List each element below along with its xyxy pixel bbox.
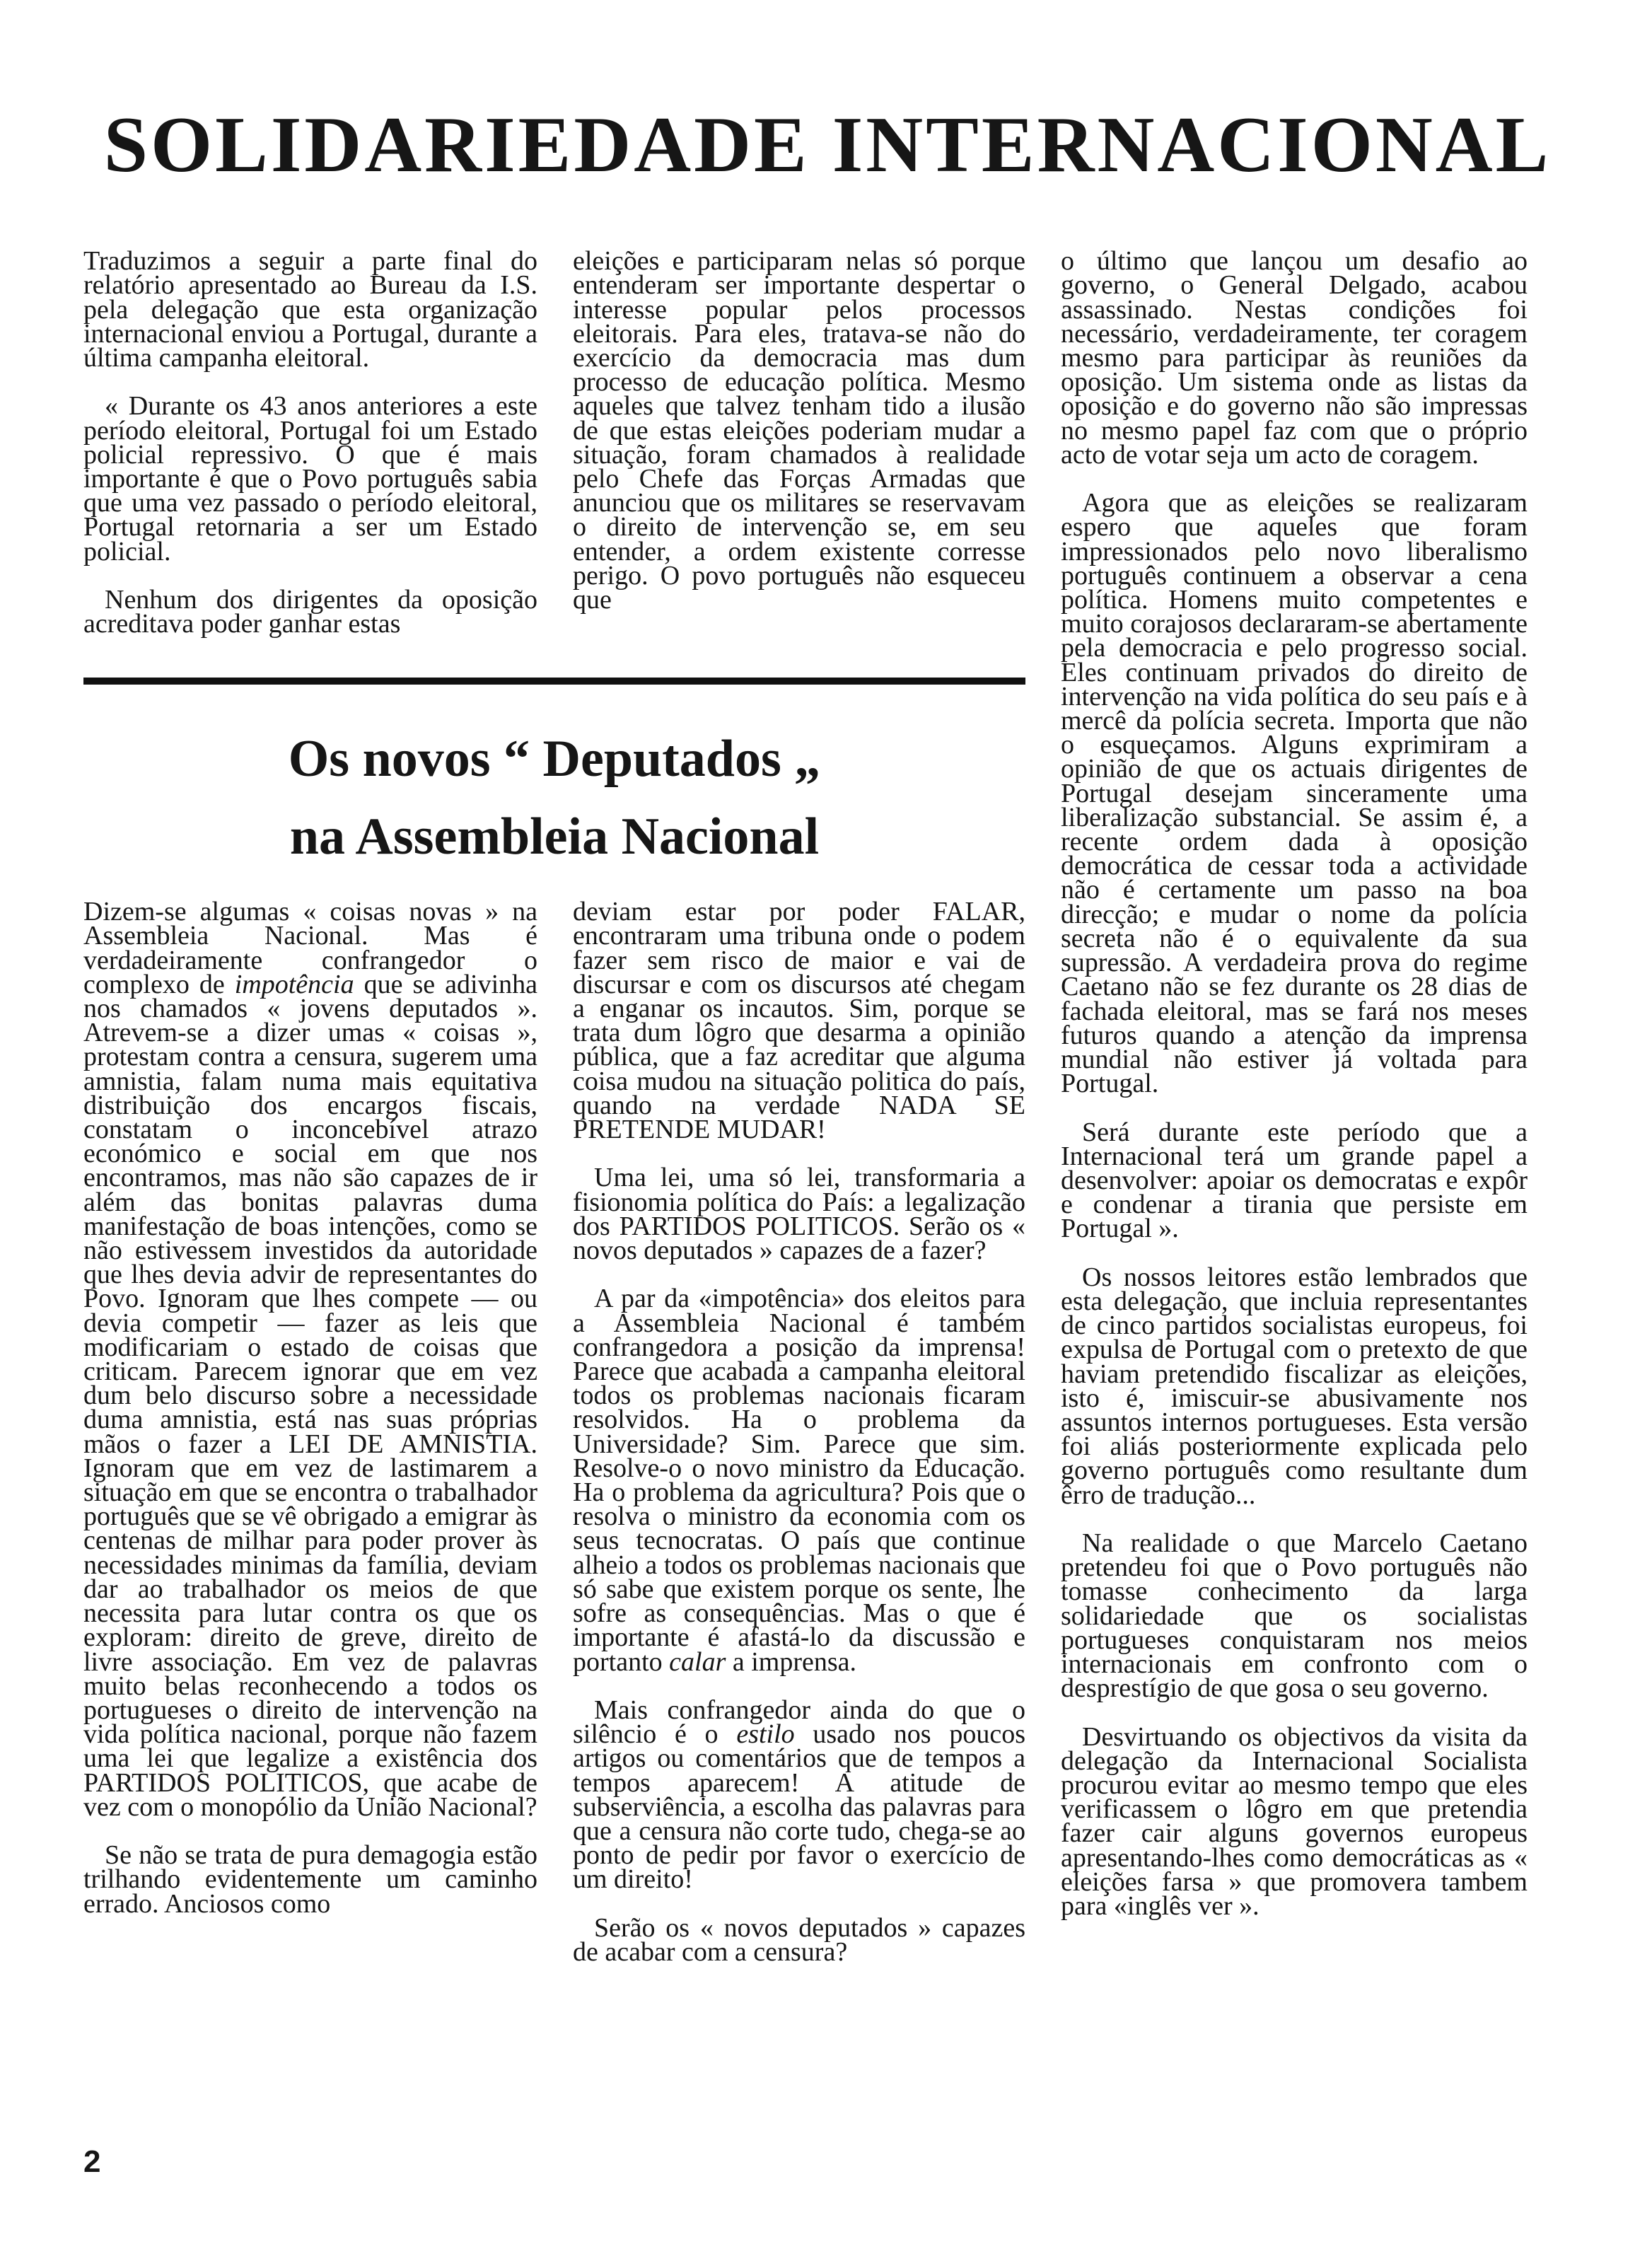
paragraph: o último que lançou um desafio ao governo, o General Delgado, acabou assassinado. Nestas condições foi necessário, verdadeiramente, ter coragem mesmo para participar às reuniões da oposição. Um sistema onde as listas da oposição e do governo não são impressas no mesmo papel faz com que o próprio acto de votar seja um acto de coragem. [1061,246,1528,470]
article1-column-1 [83,225,537,649]
paragraph: Mais confrangedor ainda do que o silêncio é o estilo usado nos poucos artigos ou comentários que de tempos a tempos aparecem! A atitude de subserviência, a escolha das palavras para que a censura não corte tudo, chega-se ao ponto de pedir por favor o exercício de um direito! [573,1695,1025,1895]
article1-column-3 [1061,225,1528,2120]
paragraph: Traduzimos a seguir a parte final do relatório apresentado ao Bureau da I.S. pela delegação que esta organização internacional enviou a Portugal, durante a última campanha eleitoral. [83,246,537,373]
article2-column-1 [83,876,537,2127]
page-title: SOLIDARIEDADE INTERNACIONAL [103,101,1552,189]
paragraph: Agora que as eleições se realizaram espero que aqueles que foram impressionados pelo novo liberalismo português continuem a observar a cena política. Homens muito competentes e muito corajosos declararam-se abertamente pela democracia e pelo progresso social. Eles continuam privados do direito de intervenção na vida política do seu país e à mercê da polícia secreta. Importa que não o esqueçamos. Alguns exprimiram a opinião de que os actuais dirigentes de Portugal desejam sinceramente uma liberalização substancial. Se assim é, a recente ordem dada à oposição democrática de cessar toda a actividade não é certamente um passo na boa direcção; e mudar o nome da polícia secreta não é o equivalente da sua supressão. A verdadeira prova do regime Caetano não se fez durante os 28 dias de fachada eleitoral, mas se fará nos meses futuros quando a atenção da imprensa mundial não estiver já voltada para Portugal. [1061,488,1528,1099]
article2-title-line-1: Os novos “ Deputados „ [288,730,821,788]
paragraph: Dizem-se algumas « coisas novas » na Assembleia Nacional. Mas é verdadeiramente confrangedor o complexo de impotência que se adivinha nos chamados « jovens deputados ». Atrevem-se a dizer umas « coisas », protestam contra a censura, sugerem uma amnistia, falam numa mais equitativa distribuição dos encargos fiscais, constatam o inconcebível atrazo económico e social em que nos encontramos, mas não são capazes de ir além das bonitas palavras duma manifestação de boas intenções, como se não estivessem investidos da autoridade que lhes devia advir de representantes do Povo. Ignoram que lhes compete — ou devia competir — fazer as leis que modificariam o estado de coisas que criticam. Parecem ignorar que em vez dum belo discurso sobre a necessidade duma amnistia, está nas suas próprias mãos o fazer a LEI DE AMNISTIA. Ignoram que em vez de lastimarem a situação em que se encontra o trabalhador português que se vê obrigado a emigrar às centenas de milhar para poder prover às necessidades minimas da família, deviam dar ao trabalhador os meios de que necessita para lutar contra os que os exploram: direito de greve, direito de livre associação. Em vez de palavras muito belas reconhecendo a todos os portugueses o direito de intervenção na vida política nacional, porque não fazem uma lei que legalize a existência dos PARTIDOS POLITICOS, que acabe de vez com o monopólio da União Nacional? [83,897,537,1822]
paragraph: Desvirtuando os objectivos da visita da delegação da Internacional Socialista procurou evitar ao mesmo tempo que eles verificassem o lôgro em que pretendia fazer cair alguns governos europeus apresentando-lhes como democráticas as « eleições farsa » que promovera tambem para «inglês ver ». [1061,1721,1528,1922]
italic-word: calar [669,1646,726,1677]
article2-title-line-2: na Assembleia Nacional [289,808,820,866]
paragraph: A par da «impotência» dos eleitos para a Assembleia Nacional é também confrangedora a posição da imprensa! Parece que acabada a campanha eleitoral todos os problemas nacionais ficaram resolvidos. Ha o problema da Universidade? Sim. Parece que sim. Resolve-o o novo ministro da Educação. Ha o problema da agricultura? Pois que o resolva o ministro da economia com os seus tecnocratas. O país que continue alheio a todos os problemas nacionais que só sabe que existem porque os sente, lhe sofre as consequências. Mas o que é importante é afastá-lo da discussão e portanto calar a imprensa. [573,1284,1025,1677]
paragraph: Os nossos leitores estão lembrados que esta delegação, que incluia representantes de cinco partidos socialistas europeus, foi expulsa de Portugal com o pretexto de que haviam pretendido fiscalizar as eleições, isto é, imiscuir-se abusivamente nos assuntos internos portugueses. Esta versão foi aliás posteriormente explicada pelo governo português como resultante dum êrro de tradução... [1061,1262,1528,1510]
paragraph: Serão os « novos deputados » capazes de acabar com a censura? [573,1912,1025,1967]
paragraph: Será durante este período que a Internacional terá um grande papel a desenvolver: apoiar os democratas e expôr e condenar a tirania que persiste em Portugal ». [1061,1117,1528,1244]
paragraph: eleições e participaram nelas só porque entenderam ser importante despertar o interesse popular pelos processos eleitorais. Para eles, tratava-se não do exercício da democracia mas dum processo de educação política. Mesmo aqueles que talvez tenham tido a ilusão de que estas eleições poderiam mudar a situação, foram chamados à realidade pelo Chefe das Forças Armadas que anunciou que os militares se reservavam o direito de intervenção se, em seu entender, a ordem existente corresse perigo. O povo português não esqueceu que [573,246,1025,615]
paragraph: « Durante os 43 anos anteriores a este período eleitoral, Portugal foi um Estado policial repressivo. O que é mais importante é que o Povo português sabia que uma vez passado o período eleitoral, Portugal retornaria a ser um Estado policial. [83,391,537,566]
article2-column-2 [573,876,1025,2127]
paragraph: Nenhum dos dirigentes da oposição acreditava poder ganhar estas [83,585,537,639]
page-number: 2 [83,2144,101,2179]
article2-title [83,720,1025,876]
article1-column-2 [573,225,1025,635]
italic-word: estilo [736,1719,795,1750]
paragraph: Na realidade o que Marcelo Caetano pretendeu foi que o Povo português não tomasse conhecimento da larga solidariedade que os socialistas portugueses conquistaram nos meios internacionais em confronto com o desprestígio de que gosa o seu governo. [1061,1528,1528,1704]
paragraph: Se não se trata de pura demagogia estão trilhando evidentemente um caminho errado. Anciosos como [83,1840,537,1919]
italic-word: impotência [234,969,354,999]
paragraph: deviam estar por poder FALAR, encontraram uma tribuna onde o podem fazer sem risco de maior e vai de discursar e com os discursos até chegam a enganar os incautos. Sim, porque se trata dum lôgro que desarma a opinião pública, que a faz acreditar que alguma coisa mudou na situação politica do país, quando na verdade NADA SE PRETENDE MUDAR! [573,897,1025,1145]
section-divider [83,678,1025,685]
paragraph: Uma lei, uma só lei, transformaria a fisionomia política do País: a legalização dos PARTIDOS POLITICOS. Serão os « novos deputados » capazes de a fazer? [573,1163,1025,1266]
